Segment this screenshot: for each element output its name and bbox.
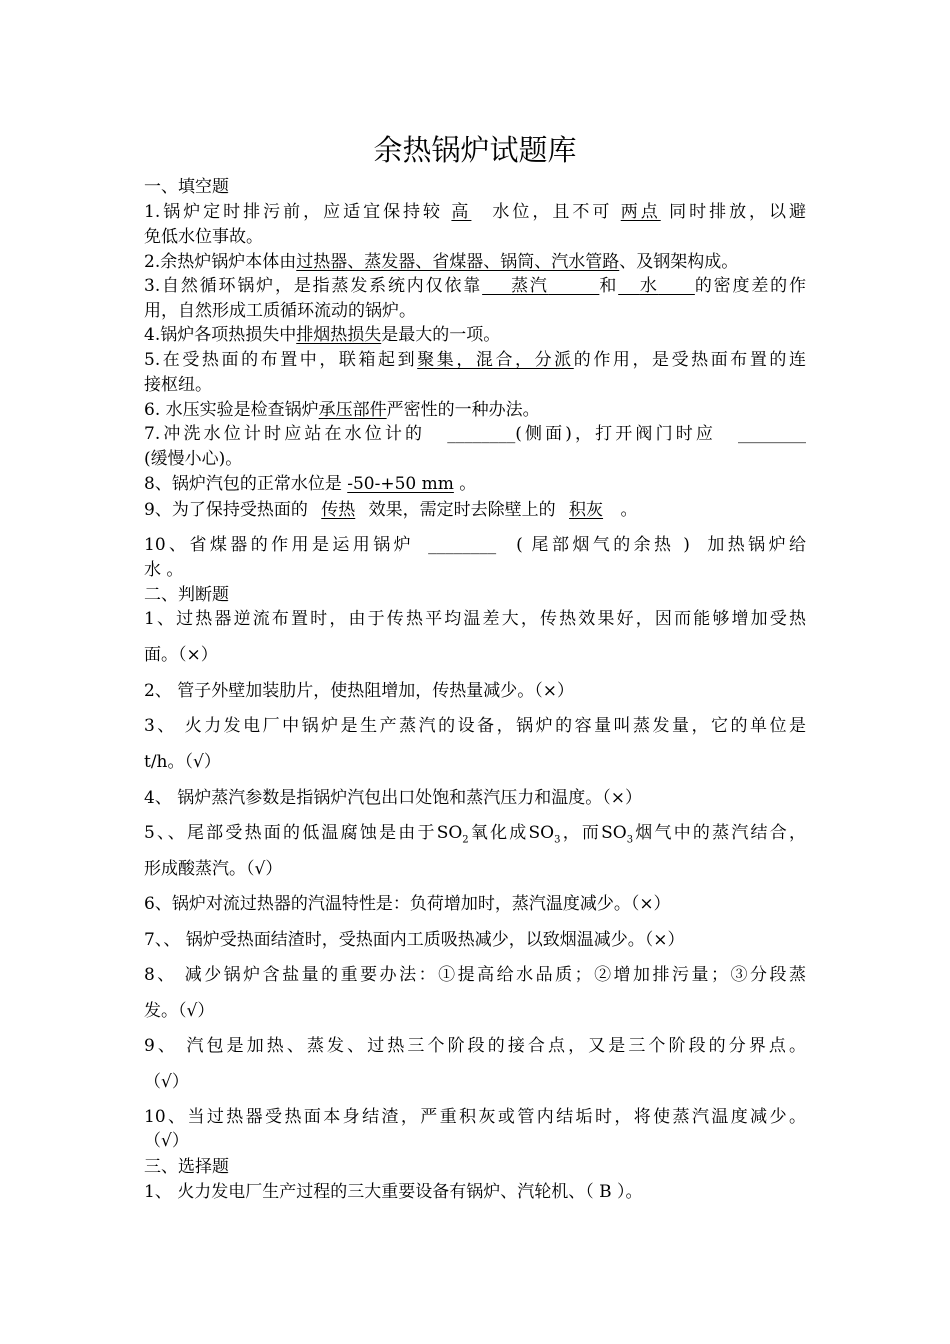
- judge-question-3-cont: t/h。（√）: [144, 752, 221, 772]
- fill-question-3: 3.自然循环锅炉，是指蒸发系统内仅依靠 蒸汽 和 水 的密度差的作: [144, 276, 806, 296]
- judge-question-1-cont: 面。（×）: [144, 645, 218, 665]
- fill-question-5-cont: 接枢纽。: [144, 375, 212, 395]
- judge-question-9: 9、 汽包是加热、蒸发、过热三个阶段的接合点，又是三个阶段的分界点。: [144, 1036, 806, 1056]
- answer-blank: 聚集，混合，分派: [417, 350, 574, 370]
- judge-question-8: 8、 减少锅炉含盐量的重要办法：①提高给水品质；②增加排污量；③分段蒸: [144, 965, 806, 985]
- fill-question-7: 7.冲洗水位计时应站在水位计的 ________(侧面)，打开阀门时应 ________: [144, 424, 806, 444]
- judge-question-3: 3、 火力发电厂中锅炉是生产蒸汽的设备，锅炉的容量叫蒸发量，它的单位是: [144, 716, 806, 736]
- answer-blank: 蒸汽: [511, 276, 549, 296]
- choice-question-1: 1、 火力发电厂生产过程的三大重要设备有锅炉、汽轮机、（ B ）。: [144, 1182, 643, 1202]
- fill-question-10-cont: 水 。: [144, 560, 184, 580]
- answer-blank: 承压部件: [318, 400, 387, 420]
- answer-blank: ________: [738, 424, 806, 444]
- answer-blank: 两点: [620, 202, 661, 222]
- answer-blank: 排烟热损失: [296, 325, 382, 345]
- answer-blank: ________: [447, 424, 516, 444]
- judge-question-2: 2、 管子外壁加装肋片，使热阻增加，传热量减少。（×）: [144, 681, 574, 701]
- fill-question-10: 10、省煤器的作用是运用锅炉 ________ ( 尾部烟气的余热 ) 加热锅炉给: [144, 535, 807, 555]
- fill-question-1-cont: 免低水位事故。: [144, 227, 263, 247]
- fill-question-7-cont: (缓慢小心)。: [144, 449, 243, 469]
- section-heading-choice: 三、选择题: [144, 1157, 229, 1177]
- fill-question-5: 5.在受热面的布置中，联箱起到聚集，混合，分派的作用，是受热面布置的连: [144, 350, 807, 370]
- judge-question-1: 1、过热器逆流布置时，由于传热平均温差大，传热效果好，因而能够增加受热: [144, 609, 806, 629]
- judge-question-10-cont: （√）: [144, 1131, 189, 1151]
- judge-question-6: 6、锅炉对流过热器的汽温特性是：负荷增加时，蒸汽温度减少。（×）: [144, 894, 671, 914]
- answer-blank: 水: [639, 276, 659, 296]
- fill-question-4: 4.锅炉各项热损失中排烟热损失是最大的一项。: [144, 325, 501, 345]
- judge-question-7: 7、、 锅炉受热面结渣时，受热面内工质吸热减少，以致烟温减少。（×）: [144, 930, 685, 950]
- fill-question-2: 2.余热炉锅炉本体由过热器、蒸发器、省煤器、锅筒、汽水管路、及钢架构成。: [144, 252, 739, 272]
- answer-blank: 传热: [321, 500, 356, 520]
- page-title: 余热锅炉试题库: [373, 133, 577, 167]
- answer-blank: 积灰: [569, 500, 604, 520]
- fill-question-1: 1.锅炉定时排污前，应适宜保持较 高 水位，且不可 两点 同时排放，以避: [144, 202, 807, 222]
- answer-blank: 过热器、蒸发器、省煤器、锅筒、汽水管路: [296, 252, 620, 272]
- judge-question-9-cont: （√）: [144, 1072, 189, 1092]
- judge-question-4: 4、 锅炉蒸汽参数是指锅炉汽包出口处饱和蒸汽压力和温度。（×）: [144, 788, 642, 808]
- judge-question-8-cont: 发。（√）: [144, 1001, 215, 1021]
- fill-question-8: 8、锅炉汽包的正常水位是 -50-+50 mm 。: [144, 474, 477, 494]
- judge-question-5: 5、、尾部受热面的低温腐蚀是由于$SO_2$氧化成$SO_3$，而$SO_3$烟气中的蒸汽结合，: [144, 823, 806, 846]
- section-heading-fill: 一、填空题: [144, 177, 229, 197]
- judge-question-10: 10、当过热器受热面本身结渣，严重积灰或管内结垢时，将使蒸汽温度减少。: [144, 1107, 806, 1127]
- fill-question-3-cont: 用，自然形成工质循环流动的锅炉。: [144, 301, 416, 321]
- answer-blank: 高: [451, 202, 472, 222]
- answer-blank: ________: [428, 535, 497, 555]
- section-heading-judge: 二、判断题: [144, 585, 229, 605]
- fill-question-6: 6. 水压实验是检查锅炉承压部件严密性的一种办法。: [144, 400, 540, 420]
- answer-blank: -50-+50 mm: [347, 474, 454, 494]
- judge-question-5-cont: 形成酸蒸汽。（√）: [144, 859, 283, 879]
- fill-question-9: 9、为了保持受热面的 传热 效果，需定时去除壁上的 积灰 。: [144, 500, 638, 520]
